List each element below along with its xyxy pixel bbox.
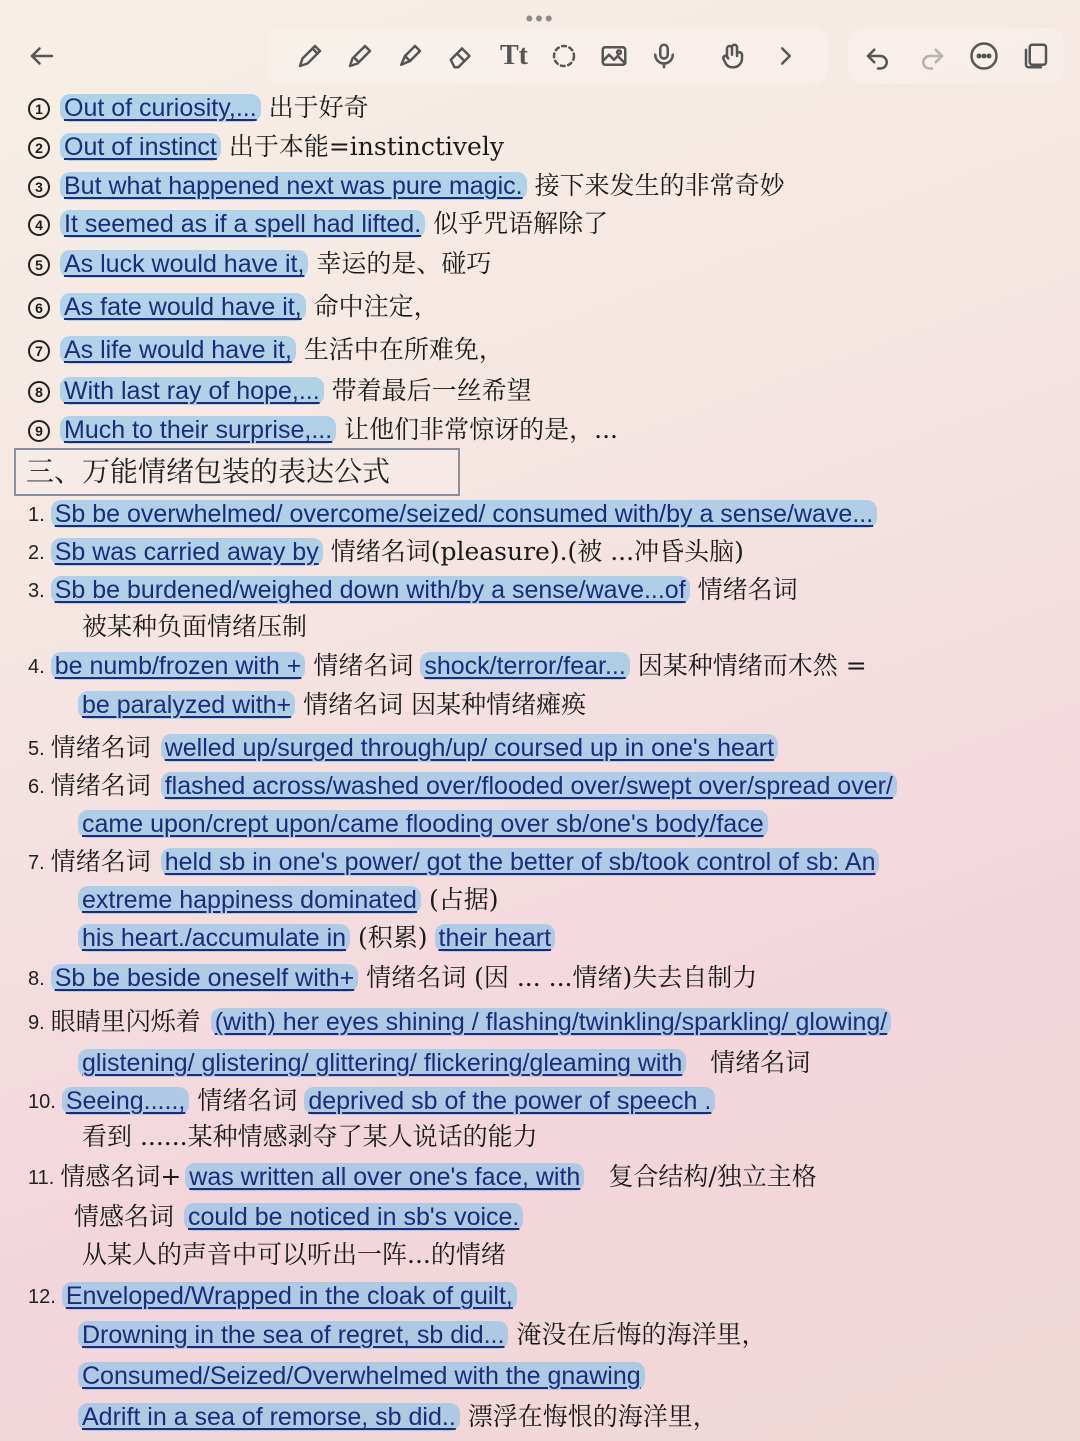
formula-line <box>74 1236 506 1274</box>
formula-line <box>28 1003 891 1041</box>
formula-number: 8. <box>28 968 45 991</box>
phrase-zh: 让他们非常惊讶的是，... <box>344 415 618 444</box>
formula-line <box>78 1357 645 1395</box>
formula-en: be paralyzed with+ <box>78 691 295 719</box>
formula-en: came upon/crept upon/came flooding over sb/one's body/face <box>78 810 768 838</box>
formula-number: 2. <box>28 542 45 565</box>
formula-number: 1. <box>28 504 45 527</box>
microphone-icon[interactable] <box>644 36 684 76</box>
list-item <box>28 128 504 166</box>
formula-en: Consumed/Seized/Overwhelmed with the gnawing <box>78 1362 645 1390</box>
formula-number: 12. <box>28 1286 56 1309</box>
phrase-zh: 带着最后一丝希望 <box>331 376 532 405</box>
list-item <box>28 245 491 283</box>
phrase-en: It seemed as if a spell had lifted. <box>60 210 425 238</box>
formula-en: Seeing....., <box>62 1087 190 1115</box>
formula-zh: 被某种负面情绪压制 <box>82 612 308 641</box>
formula-en: (with) her eyes shining / flashing/twinkling/sparkling/ glowing/ <box>211 1008 892 1036</box>
formula-line <box>74 608 307 646</box>
phrase-en: Out of curiosity,... <box>60 94 261 122</box>
formula-line <box>78 805 768 843</box>
formula-en-2: their heart <box>435 924 556 952</box>
formula-line <box>28 1277 517 1315</box>
list-item <box>28 372 532 410</box>
formula-number: 6. <box>28 776 45 799</box>
item-number: 3 <box>28 176 50 198</box>
formula-line <box>28 647 867 685</box>
phrase-en: But what happened next was pure magic. <box>60 172 527 200</box>
formula-line <box>28 959 757 997</box>
eraser-icon[interactable] <box>442 36 482 76</box>
highlighter-icon[interactable] <box>390 36 430 76</box>
formula-line <box>78 1044 810 1082</box>
formula-line <box>74 1198 523 1236</box>
formula-zh: 情绪名词 <box>697 575 798 604</box>
formula-zh: 情绪名词 因某种情绪瘫痪 <box>303 690 587 719</box>
item-number: 9 <box>28 420 50 442</box>
formula-number: 3. <box>28 580 45 603</box>
item-number: 4 <box>28 214 50 236</box>
back-arrow-icon[interactable] <box>22 36 62 76</box>
formula-number: 10. <box>28 1091 56 1114</box>
item-number: 8 <box>28 381 50 403</box>
formula-zh-prefix: 眼睛里闪烁着 <box>50 1007 201 1036</box>
formula-en: be numb/frozen with + <box>51 652 306 680</box>
formula-zh: 情绪名词 <box>710 1048 811 1077</box>
formula-line <box>78 919 555 957</box>
item-number: 1 <box>28 98 50 120</box>
formula-zh: 淹没在后悔的海洋里， <box>516 1320 767 1349</box>
list-item <box>28 411 618 449</box>
more-options-icon[interactable] <box>964 36 1004 76</box>
phrase-zh: 出于好奇 <box>268 93 369 122</box>
list-item <box>28 288 439 326</box>
formula-zh-prefix: 情绪名词 <box>50 847 151 876</box>
formula-en: flashed across/washed over/flooded over/swept over/spread over/ <box>161 772 897 800</box>
formula-line <box>28 533 744 571</box>
formula-line <box>78 881 498 919</box>
list-item <box>28 89 369 127</box>
formula-zh: 漂浮在悔恨的海洋里， <box>467 1402 718 1431</box>
formula-en: Sb be overwhelmed/ overcome/seized/ consumed with/by a sense/wave... <box>51 500 877 528</box>
formula-en: Sb was carried away by <box>51 538 323 566</box>
formula-en: held sb in one's power/ got the better of sb/took control of sb: An <box>161 848 880 876</box>
formula-zh-prefix: 情绪名词 <box>50 771 151 800</box>
formula-en: could be noticed in sb's voice. <box>184 1203 523 1231</box>
formula-line <box>28 571 798 609</box>
formula-zh-prefix: 情感名词 <box>74 1202 175 1231</box>
formula-en-2: deprived sb of the power of speech . <box>304 1087 715 1115</box>
more-handle[interactable]: ••• <box>525 6 555 31</box>
formula-en: was written all over one's face, with <box>185 1163 584 1191</box>
formula-zh: 情绪名词 <box>313 651 414 680</box>
phrase-en: As fate would have it, <box>60 293 306 321</box>
formula-line <box>78 686 586 724</box>
image-icon[interactable] <box>594 36 634 76</box>
phrase-zh: 接下来发生的非常奇妙 <box>534 171 785 200</box>
item-number: 5 <box>28 254 50 276</box>
formula-line <box>28 1158 817 1196</box>
item-number: 2 <box>28 137 50 159</box>
formula-en: Enveloped/Wrapped in the cloak of guilt, <box>62 1282 517 1310</box>
section-heading: 三、万能情绪包装的表达公式 <box>26 455 391 488</box>
formula-number: 4. <box>28 656 45 679</box>
formula-line <box>28 729 778 767</box>
lasso-icon[interactable] <box>544 36 584 76</box>
formula-line <box>28 843 879 881</box>
phrase-en: As luck would have it, <box>60 250 308 278</box>
formula-line <box>74 1118 538 1156</box>
formula-en: Sb be beside oneself with+ <box>51 964 359 992</box>
formula-en: glistening/ glistering/ glittering/ flickering/gleaming with <box>78 1049 686 1077</box>
phrase-zh: 似乎咒语解除了 <box>433 209 609 238</box>
pages-icon[interactable] <box>1016 36 1056 76</box>
formula-number: 9. <box>28 1012 45 1035</box>
formula-en: extreme happiness dominated <box>78 886 421 914</box>
formula-number: 11. <box>28 1167 55 1190</box>
phrase-en: As life would have it, <box>60 336 296 364</box>
item-number: 7 <box>28 340 50 362</box>
formula-line <box>28 495 877 533</box>
formula-en: Adrift in a sea of remorse, sb did.. <box>78 1403 460 1431</box>
formula-zh: 看到 ......某种情感剥夺了某人说话的能力 <box>82 1122 538 1151</box>
phrase-zh: 出于本能=instinctively <box>228 132 504 161</box>
formula-zh-2: 因某种情绪而木然 = <box>637 651 867 680</box>
list-item <box>28 205 608 243</box>
undo-icon[interactable] <box>858 36 898 76</box>
formula-zh: 从某人的声音中可以听出一阵...的情绪 <box>82 1240 506 1269</box>
touch-hand-icon[interactable] <box>712 36 752 76</box>
formula-number: 7. <box>28 852 45 875</box>
formula-line <box>28 1082 715 1120</box>
phrase-en: Much to their surprise,... <box>60 416 336 444</box>
formula-zh: 情绪名词 <box>197 1086 298 1115</box>
formula-en-2: shock/terror/fear... <box>420 652 629 680</box>
formula-zh-prefix: 情感名词+ <box>60 1162 182 1191</box>
formula-zh: (占据) <box>428 885 499 914</box>
formula-line <box>78 1398 718 1436</box>
formula-line <box>28 767 897 805</box>
formula-zh: 情绪名词 (因 ... ...情绪)失去自制力 <box>366 963 758 992</box>
redo-icon[interactable] <box>912 36 952 76</box>
item-number: 6 <box>28 297 50 319</box>
phrase-zh: 生活中在所难免， <box>303 335 504 364</box>
list-item <box>28 331 504 369</box>
formula-en: Sb be burdened/weighed down with/by a sense/wave...of <box>51 576 690 604</box>
formula-en: his heart./accumulate in <box>78 924 350 952</box>
formula-zh: 情绪名词(pleasure).(被 ...冲昏头脑) <box>330 537 744 566</box>
formula-line <box>78 1316 766 1354</box>
phrase-zh: 命中注定， <box>313 292 439 321</box>
formula-en: welled up/surged through/up/ coursed up in one's heart <box>161 734 778 762</box>
formula-number: 5. <box>28 738 45 761</box>
formula-zh: 复合结构/独立主格 <box>608 1162 817 1191</box>
phrase-en: Out of instinct <box>60 133 221 161</box>
toolbar <box>0 0 1080 96</box>
formula-en: Drowning in the sea of regret, sb did... <box>78 1321 508 1349</box>
pen-icon[interactable] <box>290 36 330 76</box>
list-item <box>28 167 785 205</box>
text-tool-icon[interactable]: Tt <box>500 40 528 71</box>
phrase-zh: 幸运的是、碰巧 <box>316 249 492 278</box>
pencil-icon[interactable] <box>340 36 380 76</box>
formula-zh-prefix: 情绪名词 <box>50 733 151 762</box>
chevron-right-icon[interactable] <box>766 36 806 76</box>
phrase-en: With last ray of hope,... <box>60 377 324 405</box>
formula-zh: (积累) <box>358 923 428 952</box>
